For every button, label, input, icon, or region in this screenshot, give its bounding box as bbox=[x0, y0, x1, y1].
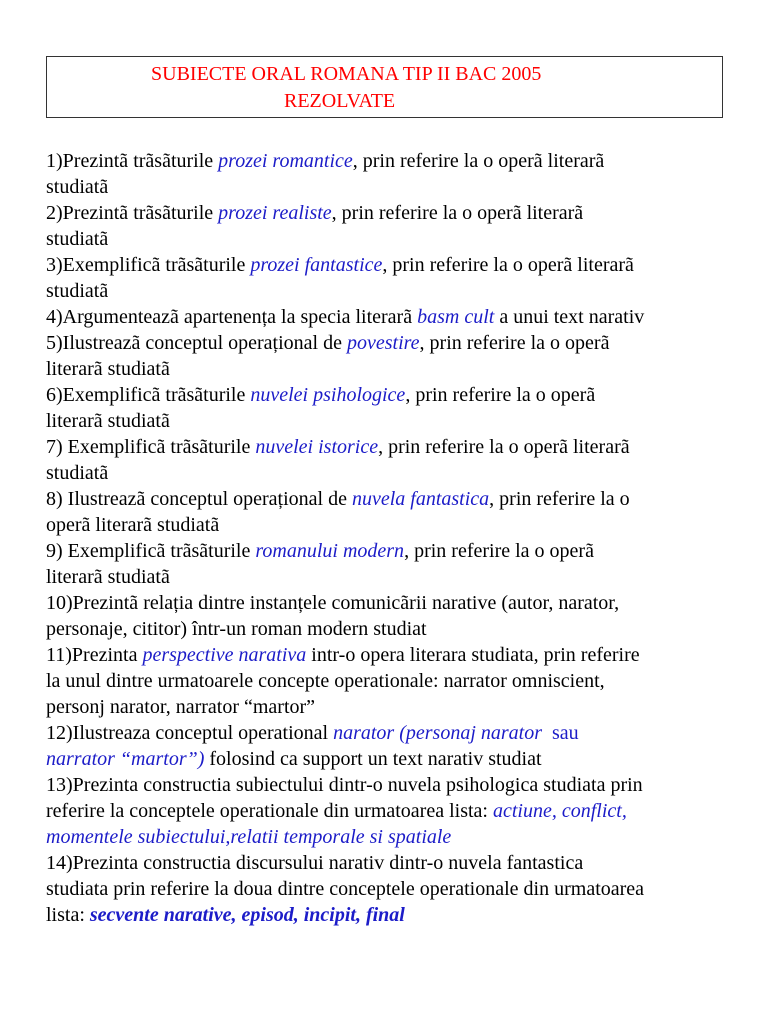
subject-item bbox=[46, 850, 746, 928]
subject-text: studiatã bbox=[46, 228, 109, 250]
subject-term: sau bbox=[542, 722, 579, 744]
subject-term: prozei romantice bbox=[218, 150, 353, 172]
subject-item bbox=[46, 590, 746, 642]
subject-item bbox=[46, 642, 746, 720]
subject-list bbox=[46, 148, 746, 928]
subject-text: 13)Prezinta constructia subiectului dintr-o nuvela psihologica studiata prin bbox=[46, 774, 643, 796]
subject-line bbox=[46, 382, 746, 408]
subject-line bbox=[46, 798, 746, 824]
subject-term: actiune, conflict, bbox=[492, 800, 627, 822]
subject-item bbox=[46, 382, 746, 434]
subject-line bbox=[46, 330, 746, 356]
subject-text: , prin referire la o operã literarã bbox=[382, 254, 634, 276]
subject-text: studiatã bbox=[46, 280, 109, 302]
subject-line bbox=[46, 434, 746, 460]
subject-text: 8) Ilustreazã conceptul operațional de bbox=[46, 488, 352, 510]
subject-term: narator (personaj narator bbox=[333, 722, 542, 744]
subject-line bbox=[46, 876, 746, 902]
subject-text: 11)Prezinta bbox=[46, 644, 143, 666]
subject-line bbox=[46, 720, 746, 746]
subject-text: lista: bbox=[46, 904, 90, 926]
subject-line bbox=[46, 902, 746, 928]
subject-item bbox=[46, 720, 746, 772]
subject-line bbox=[46, 642, 746, 668]
subject-text: 1)Prezintã trãsãturile bbox=[46, 150, 219, 172]
subject-term: nuvelei istorice bbox=[255, 436, 379, 458]
subject-term: nuvelei psihologice bbox=[250, 384, 406, 406]
subject-term: prozei realiste bbox=[218, 202, 332, 224]
subject-text: 10)Prezintã relația dintre instanțele comunicãrii narative (autor, narator, bbox=[46, 592, 620, 614]
subject-text: , prin referire la o operã bbox=[405, 384, 596, 406]
subject-line bbox=[46, 148, 746, 174]
subject-line bbox=[46, 538, 746, 564]
subject-line bbox=[46, 746, 746, 772]
subject-line bbox=[46, 356, 746, 382]
subject-line bbox=[46, 408, 746, 434]
subject-term: nuvela fantastica bbox=[351, 488, 490, 510]
subject-line bbox=[46, 460, 746, 486]
subject-text: studiatã bbox=[46, 176, 109, 198]
document-subtitle: REZOLVATE bbox=[284, 90, 396, 112]
subject-term: povestire bbox=[346, 332, 420, 354]
subject-line bbox=[46, 668, 746, 694]
subject-line bbox=[46, 252, 746, 278]
subject-text: 12)Ilustreaza conceptul operational bbox=[46, 722, 334, 744]
subject-item bbox=[46, 304, 746, 330]
subject-term: romanului modern bbox=[255, 540, 405, 562]
subject-text: , prin referire la o operã bbox=[419, 332, 610, 354]
subject-item bbox=[46, 252, 746, 304]
subject-line bbox=[46, 486, 746, 512]
subject-text: studiata prin referire la doua dintre conceptele operationale din urmatoarea bbox=[46, 878, 645, 900]
subject-term: basm cult bbox=[417, 306, 495, 328]
subject-line bbox=[46, 278, 746, 304]
subject-text: 14)Prezinta constructia discursului narativ dintr-o nuvela fantastica bbox=[46, 852, 584, 874]
subject-text: studiatã bbox=[46, 462, 109, 484]
subject-line bbox=[46, 174, 746, 200]
subject-text: literarã studiatã bbox=[46, 566, 170, 588]
subject-line bbox=[46, 226, 746, 252]
subject-text: intr-o opera literara studiata, prin referire bbox=[306, 644, 640, 666]
subject-item bbox=[46, 200, 746, 252]
subject-text: , prin referire la o operã literarã bbox=[378, 436, 630, 458]
subject-line bbox=[46, 512, 746, 538]
subject-text: operã literarã studiatã bbox=[46, 514, 220, 536]
subject-line bbox=[46, 590, 746, 616]
subject-text: la unul dintre urmatoarele concepte operationale: narrator omniscient, bbox=[46, 670, 605, 692]
subject-line bbox=[46, 564, 746, 590]
subject-term: prozei fantastice bbox=[250, 254, 383, 276]
subject-text: 4)Argumenteazã apartenența la specia literarã bbox=[46, 306, 418, 328]
subject-text: literarã studiatã bbox=[46, 358, 170, 380]
subject-text: 7) Exemplificã trãsãturile bbox=[46, 436, 256, 458]
subject-item bbox=[46, 434, 746, 486]
subject-text: literarã studiatã bbox=[46, 410, 170, 432]
subject-text: 9) Exemplificã trãsãturile bbox=[46, 540, 256, 562]
subject-line bbox=[46, 824, 746, 850]
subject-text: 3)Exemplificã trãsãturile bbox=[46, 254, 251, 276]
subject-term: perspective narativa bbox=[142, 644, 307, 666]
subject-text: , prin referire la o operã literarã bbox=[331, 202, 584, 224]
subject-text: , prin referire la o bbox=[489, 488, 630, 510]
subject-term: narrator “martor”) bbox=[46, 748, 205, 770]
subject-line bbox=[46, 200, 746, 226]
subject-term: secvente narative, episod, incipit, final bbox=[89, 904, 405, 926]
subject-text: a unui text narativ bbox=[494, 306, 645, 328]
subject-text: referire la conceptele operationale din urmatoarea lista: bbox=[46, 800, 493, 822]
subject-line bbox=[46, 304, 746, 330]
title-box bbox=[46, 56, 723, 118]
subject-item bbox=[46, 772, 746, 850]
subject-text: folosind ca support un text narativ studiat bbox=[204, 748, 542, 770]
subject-line bbox=[46, 850, 746, 876]
subject-term: momentele subiectului,relatii temporale si spatiale bbox=[46, 826, 452, 848]
subject-line bbox=[46, 616, 746, 642]
subject-line bbox=[46, 694, 746, 720]
subject-item bbox=[46, 330, 746, 382]
subject-item bbox=[46, 538, 746, 590]
document-title: SUBIECTE ORAL ROMANA TIP II BAC 2005 bbox=[151, 63, 542, 85]
subject-item bbox=[46, 148, 746, 200]
subject-text: personj narator, narrator “martor” bbox=[46, 696, 316, 718]
subject-item bbox=[46, 486, 746, 538]
subject-text: 2)Prezintã trãsãturile bbox=[46, 202, 219, 224]
subject-text: 5)Ilustreazã conceptul operațional de bbox=[46, 332, 347, 354]
subject-text: , prin referire la o operã literarã bbox=[352, 150, 605, 172]
subject-line bbox=[46, 772, 746, 798]
subject-text: , prin referire la o operã bbox=[404, 540, 594, 562]
subject-text: personaje, cititor) într-un roman modern studiat bbox=[46, 618, 427, 640]
subject-text: 6)Exemplificã trãsãturile bbox=[46, 384, 251, 406]
